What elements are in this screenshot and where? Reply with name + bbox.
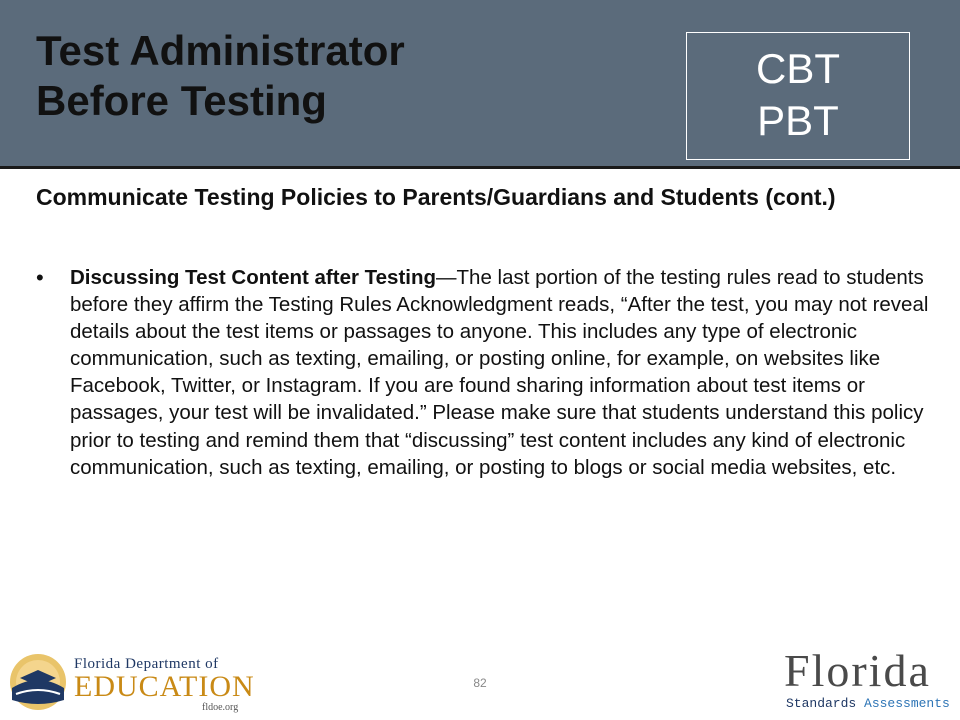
fsa-logo-word: Florida xyxy=(784,645,931,696)
test-mode-badge xyxy=(686,32,910,160)
bullet-body: —The last portion of the testing rules read to students before they affirm the Testing Rules Acknowledgment reads, “After the test, you may not reveal details about the test items or passages to anyone. This includes any type of electronic communication, such as texting, emailing, or posting online, for example, on websites like Facebook, Twitter, or Instagram. If you are found sharing information about test items or passages, your test will be invalidated.” Please make sure that students understand this policy prior to testing and remind them that “discussing” test content includes any kind of electronic communication, such as texting, emailing, or posting to blogs or social media websites, etc. xyxy=(70,266,929,479)
title-line-1: Test Administrator xyxy=(36,27,405,74)
bullet-marker-icon: • xyxy=(36,265,44,290)
slide-title xyxy=(36,26,636,126)
fsa-logo xyxy=(784,645,954,716)
title-line-2: Before Testing xyxy=(36,77,327,124)
fsa-logo-subtitle xyxy=(786,696,950,711)
section-heading: Communicate Testing Policies to Parents/Guardians and Students (cont.) xyxy=(36,184,836,210)
fsa-logo-sub1: Standards xyxy=(786,696,865,711)
fdoe-logo-line2: EDUCATION xyxy=(74,670,255,703)
fdoe-logo xyxy=(6,648,255,714)
badge-cbt: CBT xyxy=(756,45,840,92)
fdoe-logo-line1: Florida Department of xyxy=(74,656,219,672)
bullet-lead: Discussing Test Content after Testing xyxy=(70,266,437,289)
fsa-logo-sub2: Assessments xyxy=(864,696,950,711)
bullet-item xyxy=(70,264,936,481)
slide-header xyxy=(0,0,960,169)
fdoe-seal-icon xyxy=(6,648,70,714)
page-number: 82 xyxy=(473,676,487,690)
fdoe-logo-url: fldoe.org xyxy=(202,702,239,713)
bullet-list xyxy=(36,264,936,481)
badge-pbt: PBT xyxy=(757,97,839,144)
